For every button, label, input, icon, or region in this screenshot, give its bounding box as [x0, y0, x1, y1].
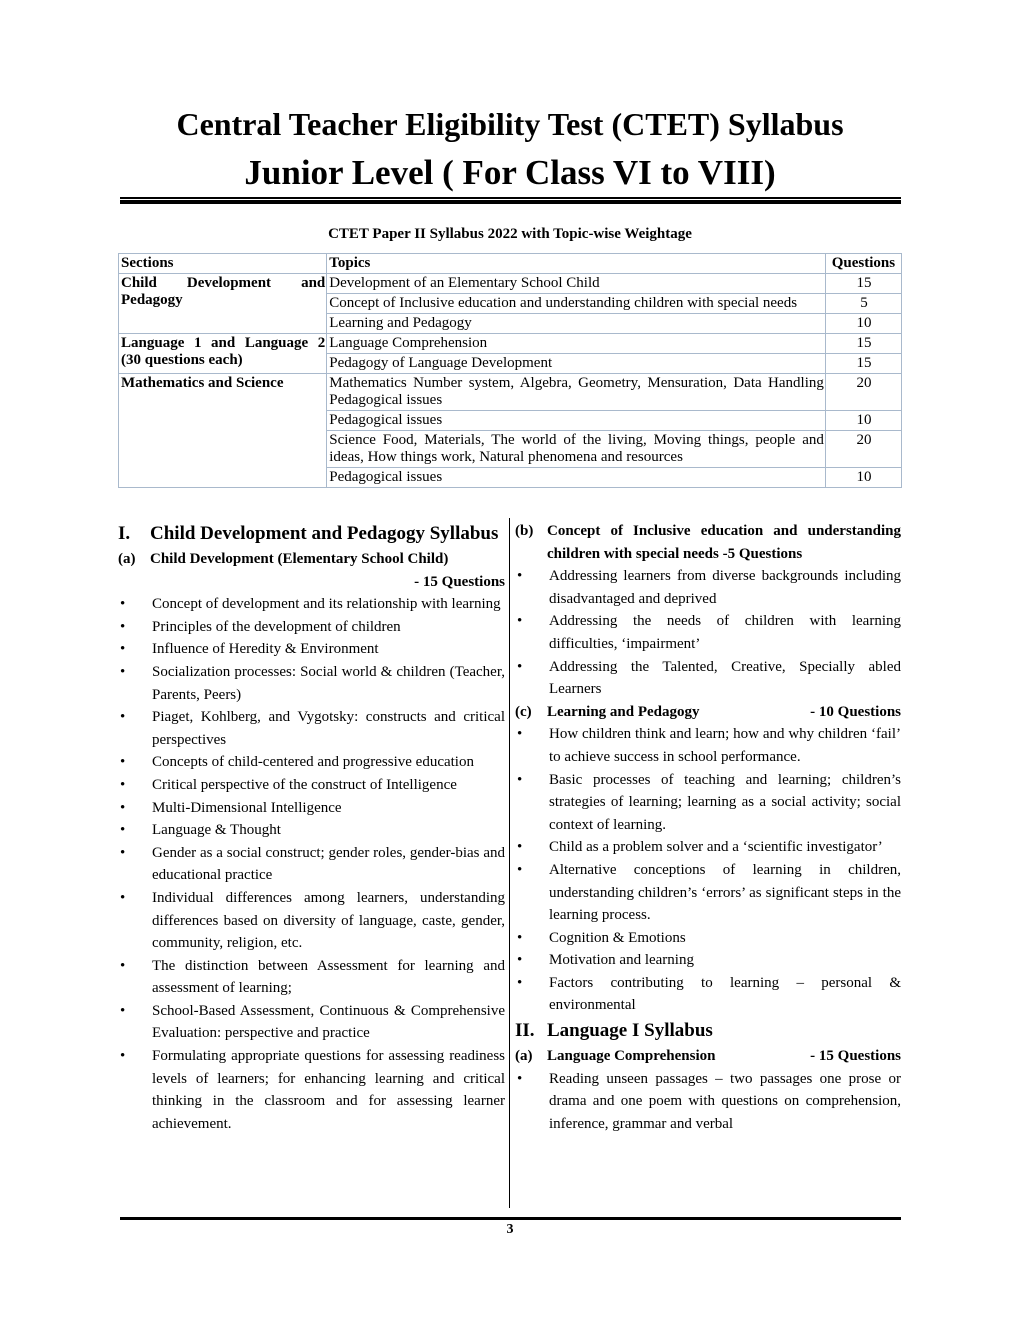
list-item	[515, 836, 901, 859]
list-item-text: Piaget, Kohlberg, and Vygotsky: constructs and critical perspectives	[152, 709, 505, 748]
list-item-text: Socialization processes: Social world & children (Teacher, Parents, Peers)	[152, 663, 505, 703]
bullet-icon: •	[120, 663, 126, 680]
table-row	[119, 334, 902, 354]
subsection-title: Concept of Inclusive education and understanding children with special needs -5 Questions	[547, 523, 901, 562]
column-divider	[509, 518, 510, 1208]
list-item-text: Factors contributing to learning – personal & environmental	[549, 974, 901, 1014]
list-item-text: Addressing the needs of children with learning difficulties, ‘impairment’	[549, 613, 901, 652]
bullet-icon: •	[517, 658, 523, 675]
bullet-icon: •	[120, 596, 126, 613]
topic-cell: Language Comprehension	[327, 334, 826, 354]
subsection-label: (c)	[515, 703, 532, 720]
weightage-table	[118, 253, 902, 488]
topic-cell: Mathematics Number system, Algebra, Geometry, Mensuration, Data Handling Pedagogical issues	[327, 374, 826, 411]
left-column	[118, 520, 505, 1135]
bullet-icon: •	[120, 844, 126, 861]
bullet-icon: •	[120, 1002, 126, 1019]
list-item	[515, 769, 901, 837]
list-item-text: Basic processes of teaching and learning; children’s strategies of learning; learning as a social activity; social context of learning.	[549, 771, 901, 833]
subsection-questions: - 15 Questions	[810, 1048, 901, 1065]
topic-cell: Pedagogical issues	[327, 411, 826, 431]
bullet-icon: •	[120, 776, 126, 793]
bullet-icon: •	[517, 952, 523, 969]
list-item	[515, 1068, 901, 1136]
subsection-label: (b)	[515, 523, 534, 539]
list-item-text: School-Based Assessment, Continuous & Comprehensive Evaluation: perspective and practice	[152, 1002, 505, 1042]
list-item	[118, 706, 505, 751]
list-item-text: Motivation and learning	[549, 952, 694, 969]
list-item	[515, 723, 901, 768]
list-item	[515, 972, 901, 1017]
header-sections: Sections	[119, 254, 327, 274]
list-item	[118, 661, 505, 706]
questions-cell: 10	[825, 314, 901, 334]
questions-cell: 15	[825, 334, 901, 354]
list-item-text: Formulating appropriate questions for assessing readiness levels of learners; for enhancing learning and critical thinking in the classroom and for assessing learner achievement.	[152, 1048, 505, 1132]
bullet-icon: •	[517, 771, 523, 788]
questions-cell: 15	[825, 354, 901, 374]
section-cell: Mathematics and Science	[119, 374, 327, 488]
topic-cell: Pedagogical issues	[327, 468, 826, 488]
list-item	[118, 887, 505, 955]
page-number: 3	[506, 1222, 514, 1237]
list-item	[515, 949, 901, 972]
bullet-icon: •	[517, 726, 523, 743]
table-row	[119, 374, 902, 411]
list-item-text: The distinction between Assessment for learning and assessment of learning;	[152, 957, 505, 997]
subsection-heading	[515, 1045, 901, 1068]
subsection-questions: - 15 Questions	[414, 573, 505, 590]
bullet-icon: •	[517, 839, 523, 856]
subsection-title: Learning and Pedagogy	[547, 703, 700, 720]
subsection-title: Child Development (Elementary School Child)	[150, 551, 449, 567]
bullet-icon: •	[517, 861, 523, 878]
section-title: Language I Syllabus	[547, 1020, 713, 1042]
header-topics: Topics	[327, 254, 826, 274]
bullet-icon: •	[120, 822, 126, 839]
document-title: Central Teacher Eligibility Test (CTET) Syllabus	[176, 106, 844, 142]
table-header-row	[119, 254, 902, 274]
list-item	[515, 927, 901, 950]
topic-cell: Pedagogy of Language Development	[327, 354, 826, 374]
section-heading	[515, 1017, 901, 1045]
right-column	[515, 520, 901, 1135]
list-item-text: Multi-Dimensional Intelligence	[152, 799, 342, 816]
list-item	[118, 593, 505, 616]
list-item-text: How children think and learn; how and why children ‘fail’ to achieve success in school performance.	[549, 726, 901, 765]
subsection-heading	[118, 548, 505, 571]
questions-cell: 10	[825, 468, 901, 488]
topic-cell: Science Food, Materials, The world of the living, Moving things, people and ideas, How things work, Natural phenomena and resources	[327, 431, 826, 468]
topic-cell: Concept of Inclusive education and understanding children with special needs	[327, 294, 826, 314]
topic-cell: Learning and Pedagogy	[327, 314, 826, 334]
bullet-icon: •	[120, 641, 126, 658]
bullet-icon: •	[517, 929, 523, 946]
subsection-title: Language Comprehension	[547, 1048, 716, 1065]
bullet-list	[118, 593, 505, 1135]
list-item-text: Individual differences among learners, understanding differences based on diversity of language, caste, gender, community, religion, etc.	[152, 889, 505, 952]
list-item	[118, 638, 505, 661]
list-item	[118, 751, 505, 774]
bullet-icon: •	[120, 957, 126, 974]
questions-cell: 5	[825, 294, 901, 314]
list-item	[515, 565, 901, 610]
subsection-heading	[515, 520, 901, 565]
section-number: I.	[118, 523, 131, 544]
list-item	[118, 797, 505, 820]
bullet-icon: •	[120, 889, 126, 906]
bullet-list	[515, 565, 901, 701]
list-item-text: Concept of development and its relationship with learning	[152, 596, 501, 613]
bullet-list	[515, 723, 901, 1017]
table-caption: CTET Paper II Syllabus 2022 with Topic-wise Weightage	[328, 226, 692, 242]
header-rule	[120, 197, 901, 199]
list-item	[118, 1045, 505, 1135]
questions-cell: 15	[825, 274, 901, 294]
list-item-text: Concepts of child-centered and progressive education	[152, 754, 474, 771]
questions-cell: 10	[825, 411, 901, 431]
section-heading	[118, 520, 505, 548]
topic-cell: Development of an Elementary School Child	[327, 274, 826, 294]
list-item	[515, 656, 901, 701]
list-item-text: Influence of Heredity & Environment	[152, 641, 379, 658]
subsection-questions: - 10 Questions	[810, 703, 901, 720]
bullet-icon: •	[120, 799, 126, 816]
list-item-text: Reading unseen passages – two passages one prose or drama and one poem with questions on comprehension, inference, grammar and verbal	[549, 1070, 901, 1132]
list-item	[118, 616, 505, 639]
bullet-icon: •	[120, 618, 126, 635]
list-item-text: Alternative conceptions of learning in children, understanding children’s ‘errors’ as significant steps in the learning process.	[549, 861, 901, 924]
bullet-icon: •	[517, 568, 523, 585]
list-item-text: Critical perspective of the construct of Intelligence	[152, 776, 457, 793]
section-cell: Child Development and Pedagogy	[119, 274, 327, 334]
list-item	[515, 859, 901, 927]
subsection-label: (a)	[515, 1048, 533, 1065]
subsection-label: (a)	[118, 551, 136, 567]
list-item-text: Language & Thought	[152, 822, 281, 839]
subsection-heading	[515, 701, 901, 724]
footer-rule	[120, 1217, 901, 1220]
list-item	[118, 774, 505, 797]
section-number: II.	[515, 1020, 535, 1042]
document-subtitle: Junior Level ( For Class VI to VIII)	[244, 153, 776, 192]
section-title: Child Development and Pedagogy Syllabus	[150, 523, 499, 544]
list-item-text: Principles of the development of children	[152, 618, 401, 635]
list-item	[118, 1000, 505, 1045]
bullet-list	[515, 1068, 901, 1136]
bullet-icon: •	[120, 754, 126, 771]
bullet-icon: •	[120, 1048, 126, 1065]
header-questions: Questions	[825, 254, 901, 274]
bullet-icon: •	[517, 974, 523, 991]
list-item	[118, 819, 505, 842]
questions-cell: 20	[825, 374, 901, 411]
questions-cell: 20	[825, 431, 901, 468]
list-item-text: Child as a problem solver and a ‘scientific investigator’	[549, 839, 883, 856]
list-item	[118, 955, 505, 1000]
list-item-text: Cognition & Emotions	[549, 929, 686, 946]
list-item-text: Gender as a social construct; gender roles, gender-bias and educational practice	[152, 844, 505, 884]
bullet-icon: •	[517, 613, 523, 630]
list-item	[118, 842, 505, 887]
header-rule-thick	[120, 200, 901, 204]
bullet-icon: •	[517, 1070, 523, 1087]
list-item	[515, 610, 901, 655]
section-cell: Language 1 and Language 2 (30 questions each)	[119, 334, 327, 374]
bullet-icon: •	[120, 709, 126, 726]
table-row	[119, 274, 902, 294]
list-item-text: Addressing learners from diverse backgrounds including disadvantaged and deprived	[549, 568, 901, 607]
list-item-text: Addressing the Talented, Creative, Specially abled Learners	[549, 658, 901, 698]
